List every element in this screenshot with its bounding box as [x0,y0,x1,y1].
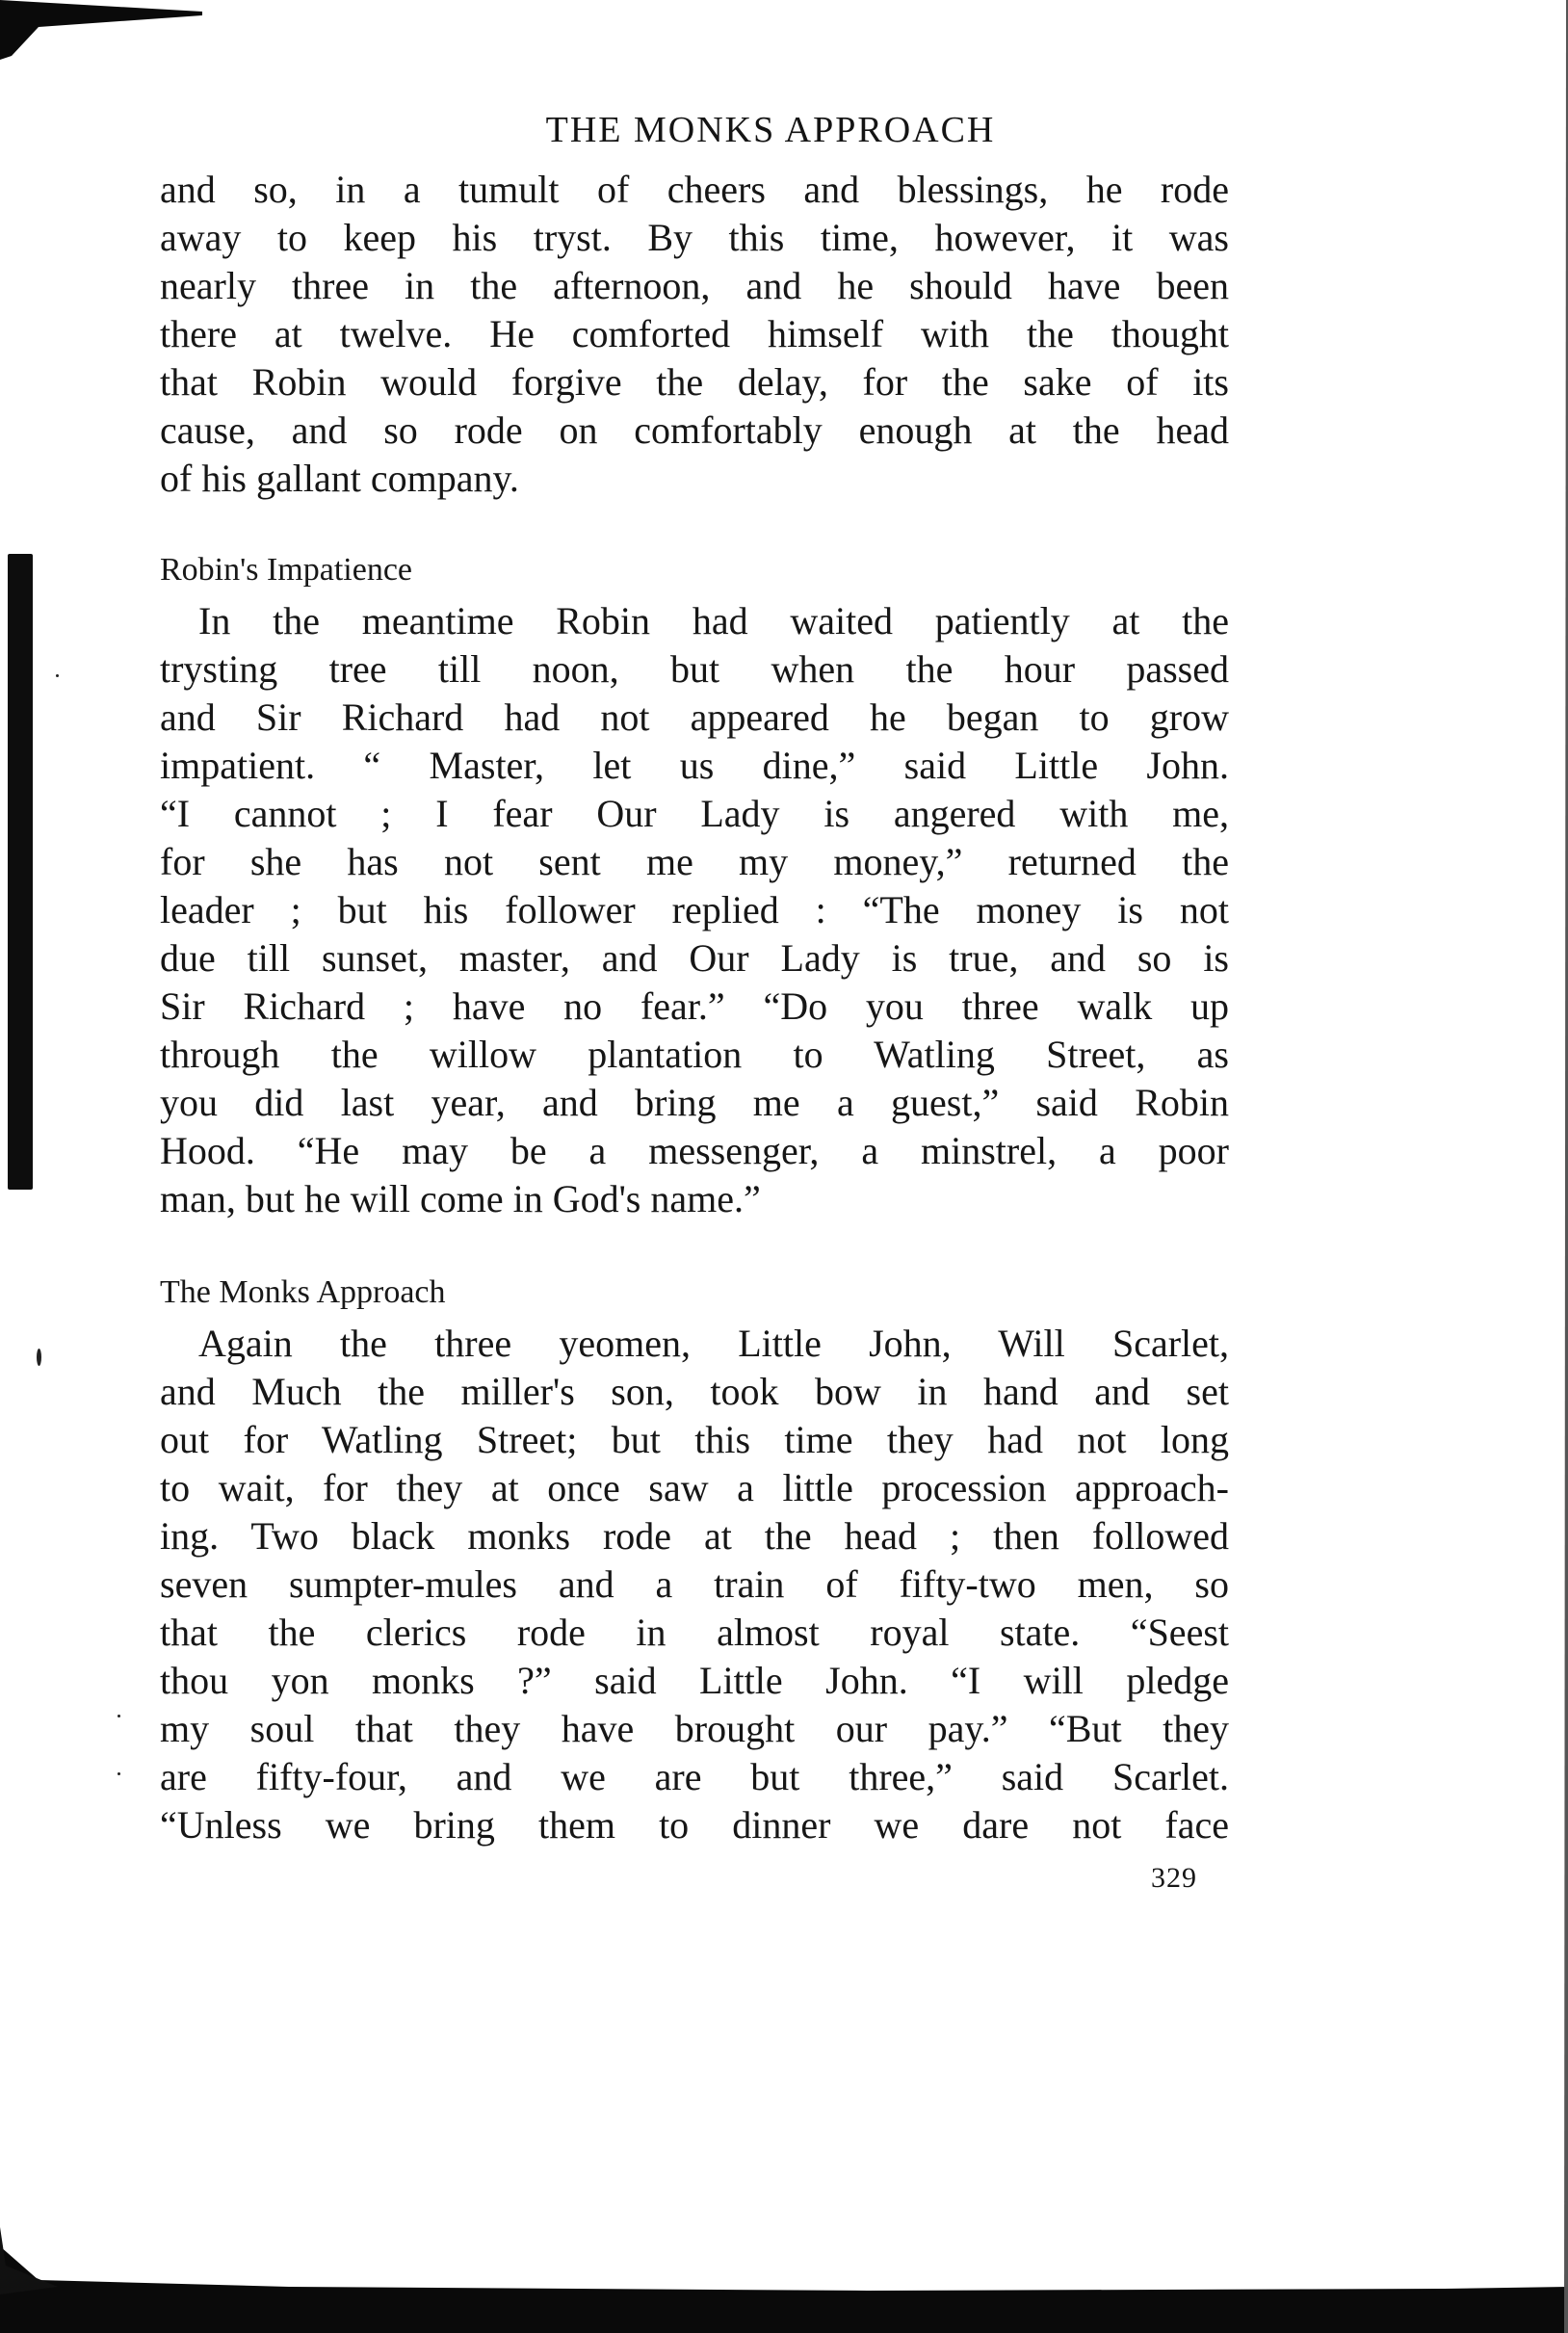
section-heading-robins-impatience: Robin's Impatience [160,552,413,588]
scan-speck [118,1772,120,1775]
text-line: away to keep his tryst. By this time, however, it was [160,216,1229,259]
text-line: cause, and so rode on comfortably enough at the head [160,408,1229,452]
text-line: leader ; but his follower replied : “The money is not [160,888,1229,931]
text-line: of his gallant company. [160,457,519,500]
scan-speck [37,1349,41,1366]
paragraph-continuation [160,166,1229,503]
text-line: for she has not sent me my money,” returned the [160,840,1229,883]
text-line: Hood. “He may be a messenger, a minstrel, a poor [160,1129,1229,1172]
scan-corner-mark [0,0,202,67]
running-title: THE MONKS APPROACH [545,110,996,150]
text-line: Sir Richard ; have no fear.” “Do you three walk up [160,984,1229,1028]
text-line: “I cannot ; I fear Our Lady is angered with me, [160,792,1229,835]
scan-binding-shadow [8,554,33,1190]
section-paragraph-robins-impatience [160,597,1229,1223]
text-line: due till sunset, master, and Our Lady is true, and so is [160,936,1229,980]
text-line: “Unless we bring them to dinner we dare not face [160,1803,1229,1847]
section-paragraph-the-monks-approach [160,1320,1229,1849]
text-line: ing. Two black monks rode at the head ; then followed [160,1514,1229,1558]
text-line: nearly three in the afternoon, and he should have been [160,264,1229,307]
text-line: trysting tree till noon, but when the hour passed [160,647,1229,691]
text-line: and Sir Richard had not appeared he began to grow [160,695,1229,739]
text-line: that the clerics rode in almost royal state. “Seest [160,1611,1229,1654]
text-line: that Robin would forgive the delay, for the sake of its [160,360,1229,404]
text-line: thou yon monks ?” said Little John. “I will pledge [160,1659,1229,1702]
scan-speck [118,1715,120,1717]
text-line: there at twelve. He comforted himself with the thought [160,312,1229,355]
text-line: In the meantime Robin had waited patiently at the [198,599,1229,642]
text-line: through the willow plantation to Watling Street, as [160,1033,1229,1076]
text-line: you did last year, and bring me a guest,” said Robin [160,1081,1229,1124]
text-line: impatient. “ Master, let us dine,” said Little John. [160,744,1229,787]
text-line: and Much the miller's son, took bow in hand and set [160,1370,1229,1413]
scan-speck [56,674,59,677]
text-line: man, but he will come in God's name.” [160,1177,761,1220]
text-line: my soul that they have brought our pay.” “But they [160,1707,1229,1750]
section-heading-the-monks-approach: The Monks Approach [160,1274,446,1310]
page-number: 329 [1151,1862,1197,1894]
text-line: to wait, for they at once saw a little procession approach- [160,1466,1229,1509]
scan-bottom-edge [0,2227,1568,2333]
text-line: are fifty-four, and we are but three,” said Scarlet. [160,1755,1229,1798]
text-line: Again the three yeomen, Little John, Will Scarlet, [198,1322,1229,1365]
scan-right-edge [1551,0,1568,2333]
text-line: out for Watling Street; but this time they had not long [160,1418,1229,1461]
text-line: and so, in a tumult of cheers and blessings, he rode [160,168,1229,211]
text-line: seven sumpter-mules and a train of fifty-two men, so [160,1562,1229,1606]
